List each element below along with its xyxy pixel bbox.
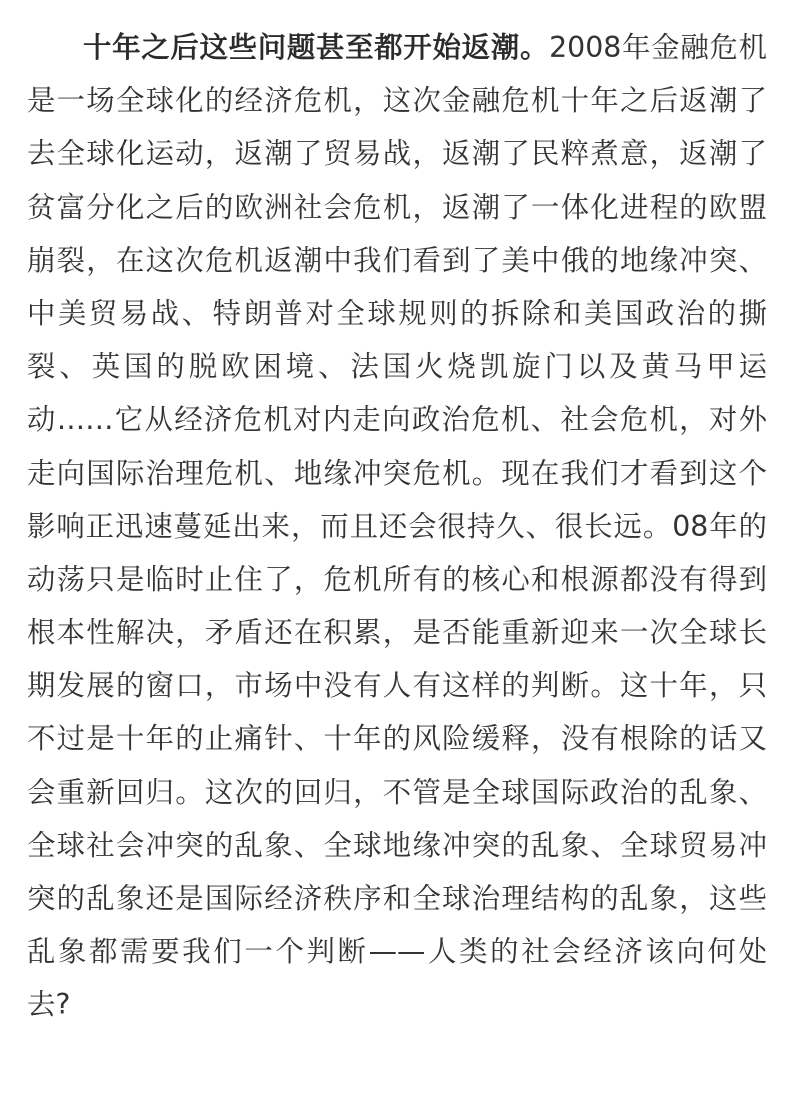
paragraph-line: 走向国际治理危机、地缘冲突危机。现在我们才看到这个 [27,456,767,490]
paragraph-line: 会重新回归。这次的回归，不管是全球国际政治的乱象、 [27,775,767,809]
paragraph-line: 突的乱象还是国际经济秩序和全球治理结构的乱象，这些 [27,882,767,915]
paragraph-line: 裂、英国的脱欧困境、法国火烧凯旋门以及黄马甲运 [27,350,767,384]
paragraph-line: 不过是十年的止痛针、十年的风险缓释，没有根除的话又 [27,722,767,756]
paragraph-line: 全球社会冲突的乱象、全球地缘冲突的乱象、全球贸易冲 [27,828,767,862]
article-paragraph [27,21,767,1032]
paragraph-line: 是一场全球化的经济危机，这次金融危机十年之后返潮了 [27,84,767,118]
lead-bold-text: 十年之后这些问题甚至都开始返潮。 [83,31,550,64]
paragraph-line-1 [27,21,767,74]
paragraph-line: 期发展的窗口，市场中没有人有这样的判断。这十年，只 [27,669,767,703]
paragraph-line: 崩裂，在这次危机返潮中我们看到了美中俄的地缘冲突、 [27,243,767,277]
line-text: 2008年金融危机 [549,31,767,64]
paragraph-line: 动荡只是临时止住了，危机所有的核心和根源都没有得到 [27,562,767,596]
paragraph-line: 根本性解决，矛盾还在积累，是否能重新迎来一次全球长 [27,616,767,650]
paragraph-line: 中美贸易战、特朗普对全球规则的拆除和美国政治的撕 [27,296,767,330]
paragraph-line: 去全球化运动，返潮了贸易战，返潮了民粹煮意，返潮了 [27,137,767,171]
paragraph-line: 乱象都需要我们一个判断——人类的社会经济该向何处 [27,935,767,969]
paragraph-line: 贫富分化之后的欧洲社会危机，返潮了一体化进程的欧盟 [27,190,767,224]
paragraph-line: 动……它从经济危机对内走向政治危机、社会危机，对外 [27,403,767,437]
paragraph-line: 影响正迅速蔓延出来，而且还会很持久、很长远。08年的 [27,509,767,543]
paragraph-line-last: 去? [27,988,71,1022]
